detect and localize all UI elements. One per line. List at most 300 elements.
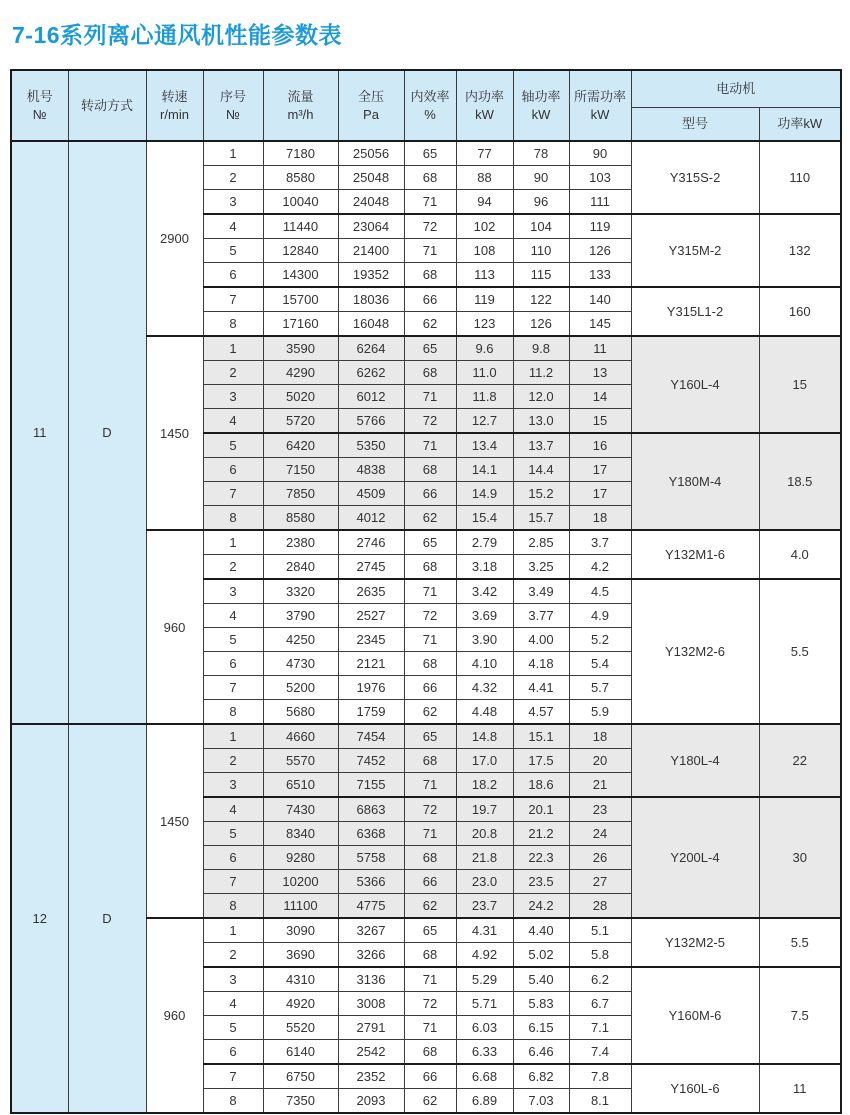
internal-power-cell: 20.8 (456, 822, 513, 846)
required-power-cell: 4.5 (569, 579, 631, 604)
efficiency-cell: 72 (404, 604, 456, 628)
efficiency-cell: 62 (404, 1089, 456, 1114)
col-header-efficiency (404, 70, 456, 141)
seq-cell: 8 (203, 700, 263, 725)
required-power-cell: 119 (569, 214, 631, 239)
shaft-power-cell: 13.0 (513, 409, 569, 434)
required-power-cell: 21 (569, 773, 631, 798)
internal-power-cell: 6.03 (456, 1016, 513, 1040)
seq-cell: 3 (203, 579, 263, 604)
efficiency-cell: 68 (404, 1040, 456, 1065)
motor-model-cell: Y200L-4 (631, 797, 759, 918)
shaft-power-cell: 15.1 (513, 724, 569, 749)
seq-cell: 7 (203, 482, 263, 506)
shaft-power-cell: 96 (513, 190, 569, 215)
internal-power-cell: 23.7 (456, 894, 513, 919)
motor-model-cell: Y315M-2 (631, 214, 759, 287)
drive-mode-cell: D (68, 141, 146, 724)
col-header-seq-line2: № (226, 106, 240, 122)
seq-cell: 8 (203, 1089, 263, 1114)
required-power-cell: 8.1 (569, 1089, 631, 1114)
col-header-machine-no (11, 70, 68, 141)
required-power-cell: 90 (569, 141, 631, 166)
col-header-pressure-line1: 全压 (357, 88, 384, 104)
efficiency-cell: 71 (404, 1016, 456, 1040)
flow-cell: 10200 (263, 870, 338, 894)
pressure-cell: 2093 (338, 1089, 404, 1114)
required-power-cell: 4.2 (569, 555, 631, 580)
internal-power-cell: 6.68 (456, 1064, 513, 1089)
shaft-power-cell: 5.40 (513, 967, 569, 992)
pressure-cell: 2352 (338, 1064, 404, 1089)
seq-cell: 4 (203, 604, 263, 628)
flow-cell: 6140 (263, 1040, 338, 1065)
flow-cell: 8580 (263, 506, 338, 531)
machine-no-cell: 11 (11, 141, 68, 724)
pressure-cell: 2745 (338, 555, 404, 580)
flow-cell: 7850 (263, 482, 338, 506)
seq-cell: 6 (203, 458, 263, 482)
internal-power-cell: 6.89 (456, 1089, 513, 1114)
required-power-cell: 18 (569, 724, 631, 749)
col-header-pressure (338, 70, 404, 141)
pressure-cell: 5758 (338, 846, 404, 870)
internal-power-cell: 14.1 (456, 458, 513, 482)
flow-cell: 3090 (263, 918, 338, 943)
catalog-page (0, 17, 850, 1115)
shaft-power-cell: 126 (513, 312, 569, 337)
required-power-cell: 28 (569, 894, 631, 919)
pressure-cell: 6368 (338, 822, 404, 846)
pressure-cell: 5366 (338, 870, 404, 894)
motor-power-cell: 18.5 (759, 433, 841, 530)
pressure-cell: 6262 (338, 361, 404, 385)
drive-mode-cell: D (68, 724, 146, 1113)
flow-cell: 6750 (263, 1064, 338, 1089)
required-power-cell: 23 (569, 797, 631, 822)
required-power-cell: 27 (569, 870, 631, 894)
table-row (11, 141, 841, 166)
table-row (11, 724, 841, 749)
required-power-cell: 133 (569, 263, 631, 288)
required-power-cell: 111 (569, 190, 631, 215)
col-header-shaft-power-line2: kW (531, 106, 551, 122)
pressure-cell: 23064 (338, 214, 404, 239)
shaft-power-cell: 18.6 (513, 773, 569, 798)
pressure-cell: 6012 (338, 385, 404, 409)
pressure-cell: 2121 (338, 652, 404, 676)
motor-power-cell: 5.5 (759, 579, 841, 724)
col-header-speed-line1: 转速 (161, 88, 188, 104)
efficiency-cell: 71 (404, 822, 456, 846)
flow-cell: 8580 (263, 166, 338, 190)
required-power-cell: 20 (569, 749, 631, 773)
internal-power-cell: 3.42 (456, 579, 513, 604)
efficiency-cell: 68 (404, 652, 456, 676)
required-power-cell: 7.4 (569, 1040, 631, 1065)
required-power-cell: 5.1 (569, 918, 631, 943)
internal-power-cell: 17.0 (456, 749, 513, 773)
col-header-efficiency-line2: % (424, 106, 436, 122)
efficiency-cell: 72 (404, 797, 456, 822)
motor-model-cell: Y160L-4 (631, 336, 759, 433)
flow-cell: 9280 (263, 846, 338, 870)
pressure-cell: 4012 (338, 506, 404, 531)
pressure-cell: 4775 (338, 894, 404, 919)
internal-power-cell: 18.2 (456, 773, 513, 798)
seq-cell: 1 (203, 918, 263, 943)
seq-cell: 2 (203, 943, 263, 968)
motor-model-cell: Y132M2-5 (631, 918, 759, 967)
col-header-flow (263, 70, 338, 141)
pressure-cell: 18036 (338, 287, 404, 312)
machine-no-cell: 12 (11, 724, 68, 1113)
motor-model-cell: Y132M1-6 (631, 530, 759, 579)
flow-cell: 4660 (263, 724, 338, 749)
flow-cell: 5570 (263, 749, 338, 773)
internal-power-cell: 88 (456, 166, 513, 190)
flow-cell: 12840 (263, 239, 338, 263)
header-row-main (11, 70, 841, 108)
seq-cell: 5 (203, 628, 263, 652)
flow-cell: 4730 (263, 652, 338, 676)
pressure-cell: 25048 (338, 166, 404, 190)
internal-power-cell: 4.10 (456, 652, 513, 676)
shaft-power-cell: 4.18 (513, 652, 569, 676)
flow-cell: 4290 (263, 361, 338, 385)
efficiency-cell: 68 (404, 555, 456, 580)
seq-cell: 3 (203, 967, 263, 992)
shaft-power-cell: 122 (513, 287, 569, 312)
seq-cell: 1 (203, 724, 263, 749)
seq-cell: 2 (203, 555, 263, 580)
internal-power-cell: 5.29 (456, 967, 513, 992)
seq-cell: 6 (203, 1040, 263, 1065)
flow-cell: 14300 (263, 263, 338, 288)
seq-cell: 6 (203, 263, 263, 288)
flow-cell: 3690 (263, 943, 338, 968)
flow-cell: 5020 (263, 385, 338, 409)
pressure-cell: 1976 (338, 676, 404, 700)
shaft-power-cell: 9.8 (513, 336, 569, 361)
flow-cell: 4250 (263, 628, 338, 652)
required-power-cell: 4.9 (569, 604, 631, 628)
efficiency-cell: 71 (404, 967, 456, 992)
required-power-cell: 140 (569, 287, 631, 312)
flow-cell: 11440 (263, 214, 338, 239)
flow-cell: 3320 (263, 579, 338, 604)
speed-cell: 2900 (146, 141, 203, 336)
efficiency-cell: 65 (404, 724, 456, 749)
pressure-cell: 2345 (338, 628, 404, 652)
pressure-cell: 24048 (338, 190, 404, 215)
shaft-power-cell: 3.25 (513, 555, 569, 580)
pressure-cell: 3136 (338, 967, 404, 992)
flow-cell: 7430 (263, 797, 338, 822)
required-power-cell: 13 (569, 361, 631, 385)
flow-cell: 3790 (263, 604, 338, 628)
motor-power-cell: 30 (759, 797, 841, 918)
required-power-cell: 5.7 (569, 676, 631, 700)
efficiency-cell: 66 (404, 676, 456, 700)
flow-cell: 17160 (263, 312, 338, 337)
pressure-cell: 2746 (338, 530, 404, 555)
page-title: 7-16系列离心通风机性能参数表 (12, 22, 343, 48)
col-header-speed (146, 70, 203, 141)
seq-cell: 5 (203, 433, 263, 458)
pressure-cell: 3267 (338, 918, 404, 943)
efficiency-cell: 62 (404, 700, 456, 725)
required-power-cell: 7.8 (569, 1064, 631, 1089)
seq-cell: 6 (203, 652, 263, 676)
required-power-cell: 16 (569, 433, 631, 458)
internal-power-cell: 5.71 (456, 992, 513, 1016)
pressure-cell: 2527 (338, 604, 404, 628)
seq-cell: 7 (203, 676, 263, 700)
seq-cell: 7 (203, 1064, 263, 1089)
efficiency-cell: 66 (404, 1064, 456, 1089)
col-header-required-power-line1: 所需功率 (573, 88, 626, 104)
efficiency-cell: 66 (404, 870, 456, 894)
efficiency-cell: 71 (404, 190, 456, 215)
motor-power-cell: 4.0 (759, 530, 841, 579)
motor-power-cell: 11 (759, 1064, 841, 1113)
flow-cell: 15700 (263, 287, 338, 312)
pressure-cell: 5350 (338, 433, 404, 458)
pressure-cell: 2791 (338, 1016, 404, 1040)
motor-model-cell: Y160M-6 (631, 967, 759, 1064)
efficiency-cell: 68 (404, 361, 456, 385)
required-power-cell: 5.8 (569, 943, 631, 968)
col-header-drive-mode (68, 70, 146, 141)
efficiency-cell: 65 (404, 918, 456, 943)
required-power-cell: 15 (569, 409, 631, 434)
internal-power-cell: 4.48 (456, 700, 513, 725)
shaft-power-cell: 11.2 (513, 361, 569, 385)
efficiency-cell: 71 (404, 433, 456, 458)
efficiency-cell: 68 (404, 166, 456, 190)
internal-power-cell: 4.32 (456, 676, 513, 700)
col-header-pressure-line2: Pa (363, 106, 379, 122)
required-power-cell: 5.4 (569, 652, 631, 676)
flow-cell: 5680 (263, 700, 338, 725)
efficiency-cell: 65 (404, 530, 456, 555)
required-power-cell: 7.1 (569, 1016, 631, 1040)
internal-power-cell: 94 (456, 190, 513, 215)
internal-power-cell: 6.33 (456, 1040, 513, 1065)
efficiency-cell: 71 (404, 579, 456, 604)
pressure-cell: 6863 (338, 797, 404, 822)
pressure-cell: 2542 (338, 1040, 404, 1065)
internal-power-cell: 11.8 (456, 385, 513, 409)
shaft-power-cell: 21.2 (513, 822, 569, 846)
flow-cell: 4920 (263, 992, 338, 1016)
flow-cell: 8340 (263, 822, 338, 846)
col-header-machine-no-line2: № (32, 106, 47, 122)
speed-cell: 960 (146, 530, 203, 724)
efficiency-cell: 71 (404, 773, 456, 798)
shaft-power-cell: 90 (513, 166, 569, 190)
flow-cell: 2380 (263, 530, 338, 555)
shaft-power-cell: 6.82 (513, 1064, 569, 1089)
motor-power-cell: 15 (759, 336, 841, 433)
shaft-power-cell: 3.49 (513, 579, 569, 604)
efficiency-cell: 65 (404, 336, 456, 361)
motor-model-cell: Y132M2-6 (631, 579, 759, 724)
efficiency-cell: 66 (404, 287, 456, 312)
speed-cell: 1450 (146, 724, 203, 918)
required-power-cell: 5.9 (569, 700, 631, 725)
shaft-power-cell: 6.15 (513, 1016, 569, 1040)
seq-cell: 8 (203, 312, 263, 337)
seq-cell: 4 (203, 992, 263, 1016)
internal-power-cell: 15.4 (456, 506, 513, 531)
seq-cell: 1 (203, 336, 263, 361)
shaft-power-cell: 20.1 (513, 797, 569, 822)
col-header-drive-mode-label: 转动方式 (80, 97, 133, 113)
col-header-required-power (569, 70, 631, 141)
shaft-power-cell: 15.2 (513, 482, 569, 506)
flow-cell: 7180 (263, 141, 338, 166)
shaft-power-cell: 3.77 (513, 604, 569, 628)
required-power-cell: 6.2 (569, 967, 631, 992)
efficiency-cell: 71 (404, 628, 456, 652)
col-header-efficiency-line1: 内效率 (410, 88, 450, 104)
seq-cell: 3 (203, 773, 263, 798)
required-power-cell: 14 (569, 385, 631, 409)
required-power-cell: 5.2 (569, 628, 631, 652)
efficiency-cell: 66 (404, 482, 456, 506)
seq-cell: 5 (203, 822, 263, 846)
col-header-speed-line2: r/min (160, 106, 189, 122)
internal-power-cell: 13.4 (456, 433, 513, 458)
required-power-cell: 11 (569, 336, 631, 361)
internal-power-cell: 21.8 (456, 846, 513, 870)
shaft-power-cell: 7.03 (513, 1089, 569, 1114)
shaft-power-cell: 17.5 (513, 749, 569, 773)
pressure-cell: 5766 (338, 409, 404, 434)
shaft-power-cell: 5.02 (513, 943, 569, 968)
seq-cell: 2 (203, 361, 263, 385)
internal-power-cell: 2.79 (456, 530, 513, 555)
pressure-cell: 2635 (338, 579, 404, 604)
efficiency-cell: 68 (404, 263, 456, 288)
flow-cell: 7350 (263, 1089, 338, 1114)
required-power-cell: 24 (569, 822, 631, 846)
col-header-flow-line2: m³/h (287, 106, 314, 122)
efficiency-cell: 65 (404, 141, 456, 166)
required-power-cell: 26 (569, 846, 631, 870)
required-power-cell: 145 (569, 312, 631, 337)
seq-cell: 1 (203, 141, 263, 166)
seq-cell: 6 (203, 846, 263, 870)
shaft-power-cell: 110 (513, 239, 569, 263)
pressure-cell: 19352 (338, 263, 404, 288)
efficiency-cell: 68 (404, 943, 456, 968)
internal-power-cell: 3.90 (456, 628, 513, 652)
col-header-internal-power (456, 70, 513, 141)
col-header-internal-power-line1: 内功率 (464, 88, 504, 104)
shaft-power-cell: 4.41 (513, 676, 569, 700)
internal-power-cell: 113 (456, 263, 513, 288)
efficiency-cell: 72 (404, 992, 456, 1016)
internal-power-cell: 23.0 (456, 870, 513, 894)
required-power-cell: 17 (569, 458, 631, 482)
internal-power-cell: 102 (456, 214, 513, 239)
col-header-motor: 电动机 (631, 70, 841, 108)
motor-model-cell: Y315L1-2 (631, 287, 759, 336)
shaft-power-cell: 13.7 (513, 433, 569, 458)
flow-cell: 10040 (263, 190, 338, 215)
flow-cell: 11100 (263, 894, 338, 919)
shaft-power-cell: 24.2 (513, 894, 569, 919)
motor-power-cell: 160 (759, 287, 841, 336)
col-header-shaft-power (513, 70, 569, 141)
required-power-cell: 126 (569, 239, 631, 263)
shaft-power-cell: 15.7 (513, 506, 569, 531)
internal-power-cell: 11.0 (456, 361, 513, 385)
pressure-cell: 4838 (338, 458, 404, 482)
seq-cell: 1 (203, 530, 263, 555)
pressure-cell: 25056 (338, 141, 404, 166)
efficiency-cell: 62 (404, 506, 456, 531)
pressure-cell: 1759 (338, 700, 404, 725)
efficiency-cell: 68 (404, 749, 456, 773)
internal-power-cell: 4.92 (456, 943, 513, 968)
flow-cell: 4310 (263, 967, 338, 992)
flow-cell: 6510 (263, 773, 338, 798)
seq-cell: 3 (203, 385, 263, 409)
required-power-cell: 103 (569, 166, 631, 190)
required-power-cell: 18 (569, 506, 631, 531)
seq-cell: 2 (203, 749, 263, 773)
motor-model-cell: Y180M-4 (631, 433, 759, 530)
internal-power-cell: 108 (456, 239, 513, 263)
seq-cell: 4 (203, 409, 263, 434)
shaft-power-cell: 4.40 (513, 918, 569, 943)
efficiency-cell: 72 (404, 214, 456, 239)
motor-model-cell: Y315S-2 (631, 141, 759, 214)
shaft-power-cell: 5.83 (513, 992, 569, 1016)
motor-power-cell: 22 (759, 724, 841, 797)
seq-cell: 2 (203, 166, 263, 190)
flow-cell: 5200 (263, 676, 338, 700)
efficiency-cell: 62 (404, 312, 456, 337)
table-header (11, 70, 841, 141)
col-header-motor-power: 功率kW (759, 108, 841, 142)
fan-performance-table (10, 69, 842, 1114)
shaft-power-cell: 115 (513, 263, 569, 288)
flow-cell: 5520 (263, 1016, 338, 1040)
flow-cell: 5720 (263, 409, 338, 434)
flow-cell: 3590 (263, 336, 338, 361)
col-header-flow-line1: 流量 (287, 88, 314, 104)
internal-power-cell: 9.6 (456, 336, 513, 361)
seq-cell: 7 (203, 287, 263, 312)
efficiency-cell: 68 (404, 458, 456, 482)
shaft-power-cell: 6.46 (513, 1040, 569, 1065)
internal-power-cell: 3.69 (456, 604, 513, 628)
efficiency-cell: 68 (404, 846, 456, 870)
internal-power-cell: 12.7 (456, 409, 513, 434)
pressure-cell: 3266 (338, 943, 404, 968)
col-header-seq (203, 70, 263, 141)
internal-power-cell: 4.31 (456, 918, 513, 943)
efficiency-cell: 71 (404, 385, 456, 409)
shaft-power-cell: 78 (513, 141, 569, 166)
seq-cell: 4 (203, 797, 263, 822)
flow-cell: 7150 (263, 458, 338, 482)
